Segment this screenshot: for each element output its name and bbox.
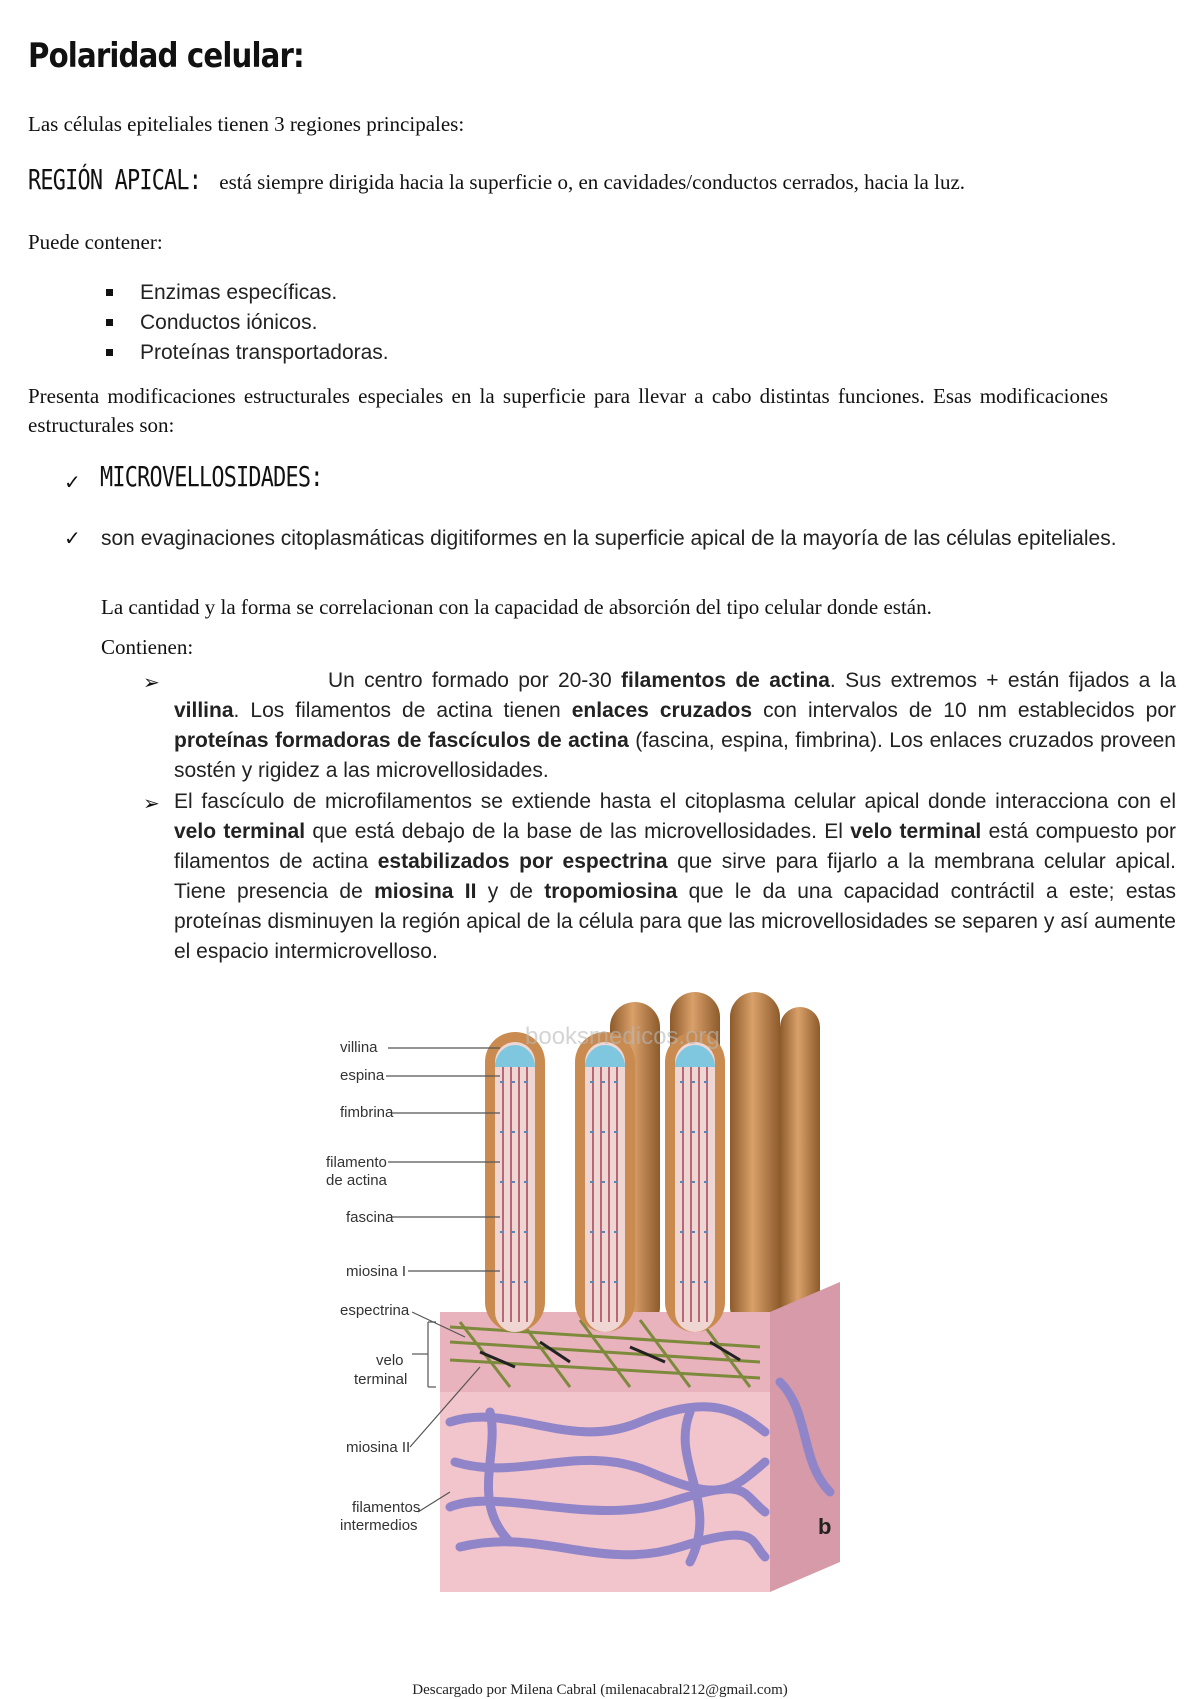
arrow-bullet-icon: ➢ — [143, 670, 160, 694]
list-item: Proteínas transportadoras. — [104, 338, 389, 368]
apical-heading: REGIÓN APICAL: — [28, 163, 202, 196]
bold-term: velo terminal — [850, 820, 982, 843]
text-run: . Sus extremos + están fijados a la — [829, 669, 1177, 692]
text-run: (fascina, espina, fimbrina). Los enlaces cruzados proveen sostén y rigidez a las microvellosidades. — [174, 729, 1176, 782]
label-miosina-ii: miosina II — [346, 1439, 411, 1456]
apical-text: está siempre dirigida hacia la superficie o, en cavidades/conductos cerrados, hacia la luz. — [214, 170, 966, 194]
puede-contener-label: Puede contener: — [28, 230, 163, 254]
contienen-label: Contienen: — [101, 635, 194, 659]
panel-letter: b — [818, 1514, 832, 1539]
label-espectrina: espectrina — [340, 1302, 410, 1319]
modifications-paragraph: Presenta modificaciones estructurales especiales en la superficie para llevar a cabo distintas funciones. Esas modificaciones estructurales son: — [28, 384, 1108, 437]
bold-term: proteínas formadoras de fascículos de actina — [174, 729, 629, 752]
apical-paragraph — [28, 165, 965, 197]
label-filamentos: filamentos — [352, 1499, 421, 1516]
watermark: booksmedicos.org — [525, 1023, 720, 1050]
terminal-web-paragraph — [174, 787, 1176, 967]
list-item: Conductos iónicos. — [104, 308, 389, 338]
label-terminal: terminal — [354, 1371, 408, 1388]
bold-term: villina — [174, 699, 234, 722]
bold-term: filamentos de actina — [621, 669, 830, 692]
text-run: que sirve para fijarlo a la membrana celular apical. Tiene presencia de — [174, 850, 1176, 903]
text-run: que le da una capacidad contráctil a este; estas proteínas disminuyen la región apical de la célula para que las microvellosidades se separen y así aumente el espacio intermicrovelloso. — [174, 880, 1177, 963]
bold-term: miosina II — [374, 880, 477, 903]
download-footer: Descargado por Milena Cabral (milenacabral212@gmail.com) — [412, 1682, 788, 1698]
correlation-paragraph: La cantidad y la forma se correlacionan con la capacidad de absorción del tipo celular donde están. — [101, 595, 932, 619]
text-run: Un centro formado por 20-30 — [328, 669, 621, 692]
label-fimbrina: fimbrina — [340, 1104, 394, 1121]
text-run: que está debajo de la base de las microvellosidades. El — [305, 820, 851, 843]
contents-list — [104, 278, 389, 368]
check-icon: ✓ — [64, 470, 81, 494]
label-filamento: filamento — [326, 1154, 387, 1171]
list-item: Enzimas específicas. — [104, 278, 389, 308]
micro-definition: son evaginaciones citoplasmáticas digitiformes en la superficie apical de la mayoría de las células epiteliales. — [101, 527, 1117, 550]
check-icon: ✓ — [64, 526, 81, 550]
label-villina: villina — [340, 1039, 378, 1056]
text-run: El fascículo de microfilamentos se extiende hasta el citoplasma celular apical donde interacciona con el — [174, 790, 1176, 813]
microvilli-figure — [326, 982, 860, 1602]
micro-heading-line — [100, 462, 385, 494]
label-fascina: fascina — [346, 1209, 394, 1226]
intro-paragraph: Las células epiteliales tienen 3 regiones principales: — [28, 112, 465, 136]
label-intermedios: intermedios — [340, 1517, 418, 1534]
label-de-actina: de actina — [326, 1172, 387, 1189]
label-espina: espina — [340, 1067, 385, 1084]
page-title: Polaridad celular: — [28, 36, 304, 76]
bold-term: tropomiosina — [544, 880, 678, 903]
micro-heading: MICROVELLOSIDADES: — [100, 460, 323, 493]
bold-term: velo terminal — [174, 820, 306, 843]
text-run: está compuesto por filamentos de actina — [174, 820, 1176, 873]
actin-core-paragraph — [174, 666, 1176, 786]
label-velo: velo — [376, 1352, 404, 1369]
text-run: y de — [476, 880, 545, 903]
bold-term: enlaces cruzados — [571, 699, 753, 722]
text-run: . Los filamentos de actina tienen — [233, 699, 572, 722]
text-run: con intervalos de 10 nm establecidos por — [752, 699, 1176, 722]
bold-term: estabilizados por espectrina — [377, 850, 668, 873]
label-miosina-i: miosina I — [346, 1263, 407, 1280]
arrow-bullet-icon: ➢ — [143, 791, 160, 815]
